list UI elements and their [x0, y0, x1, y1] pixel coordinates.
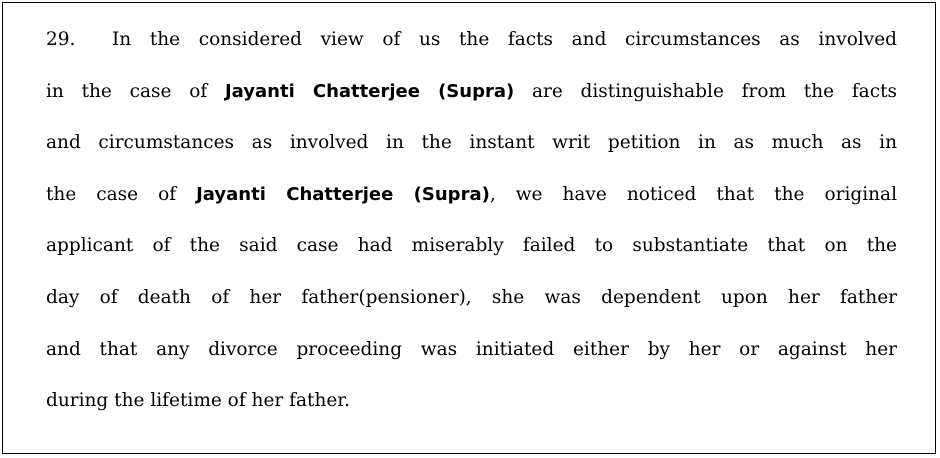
line-text: and that any divorce proceeding was initiated either by her or against her: [46, 338, 897, 360]
line-text: day of death of her father(pensioner), she was dependent upon her father: [46, 286, 897, 308]
bordered-text-box: [2, 2, 936, 454]
line-text: and circumstances as involved in the instant writ petition in as much as in: [46, 132, 897, 154]
paragraph-line: [46, 14, 897, 66]
case-name-bold: Jayanti Chatterjee (Supra): [196, 183, 490, 205]
line-text: In the considered view of us the facts and circumstances as involved: [112, 29, 897, 50]
paragraph-29: [46, 14, 897, 427]
paragraph-line: [46, 220, 897, 272]
line-text: the case of: [46, 183, 197, 205]
paragraph-line: [46, 375, 897, 427]
case-name-bold: Jayanti Chatterjee (Supra): [224, 80, 515, 102]
line-text: are distinguishable from the facts: [514, 80, 897, 102]
line-text: in the case of: [46, 80, 225, 102]
paragraph-line: [46, 169, 897, 221]
paragraph-line: [46, 272, 897, 324]
line-text: during the lifetime of her father.: [46, 390, 351, 412]
paragraph-line: [46, 66, 897, 118]
paragraph-line: [46, 324, 897, 376]
paragraph-number: 29.: [46, 29, 76, 50]
paragraph-line: [46, 117, 897, 169]
line-text: applicant of the said case had miserably failed to substantiate that on the: [46, 235, 897, 257]
line-text: , we have noticed that the original: [489, 183, 897, 205]
